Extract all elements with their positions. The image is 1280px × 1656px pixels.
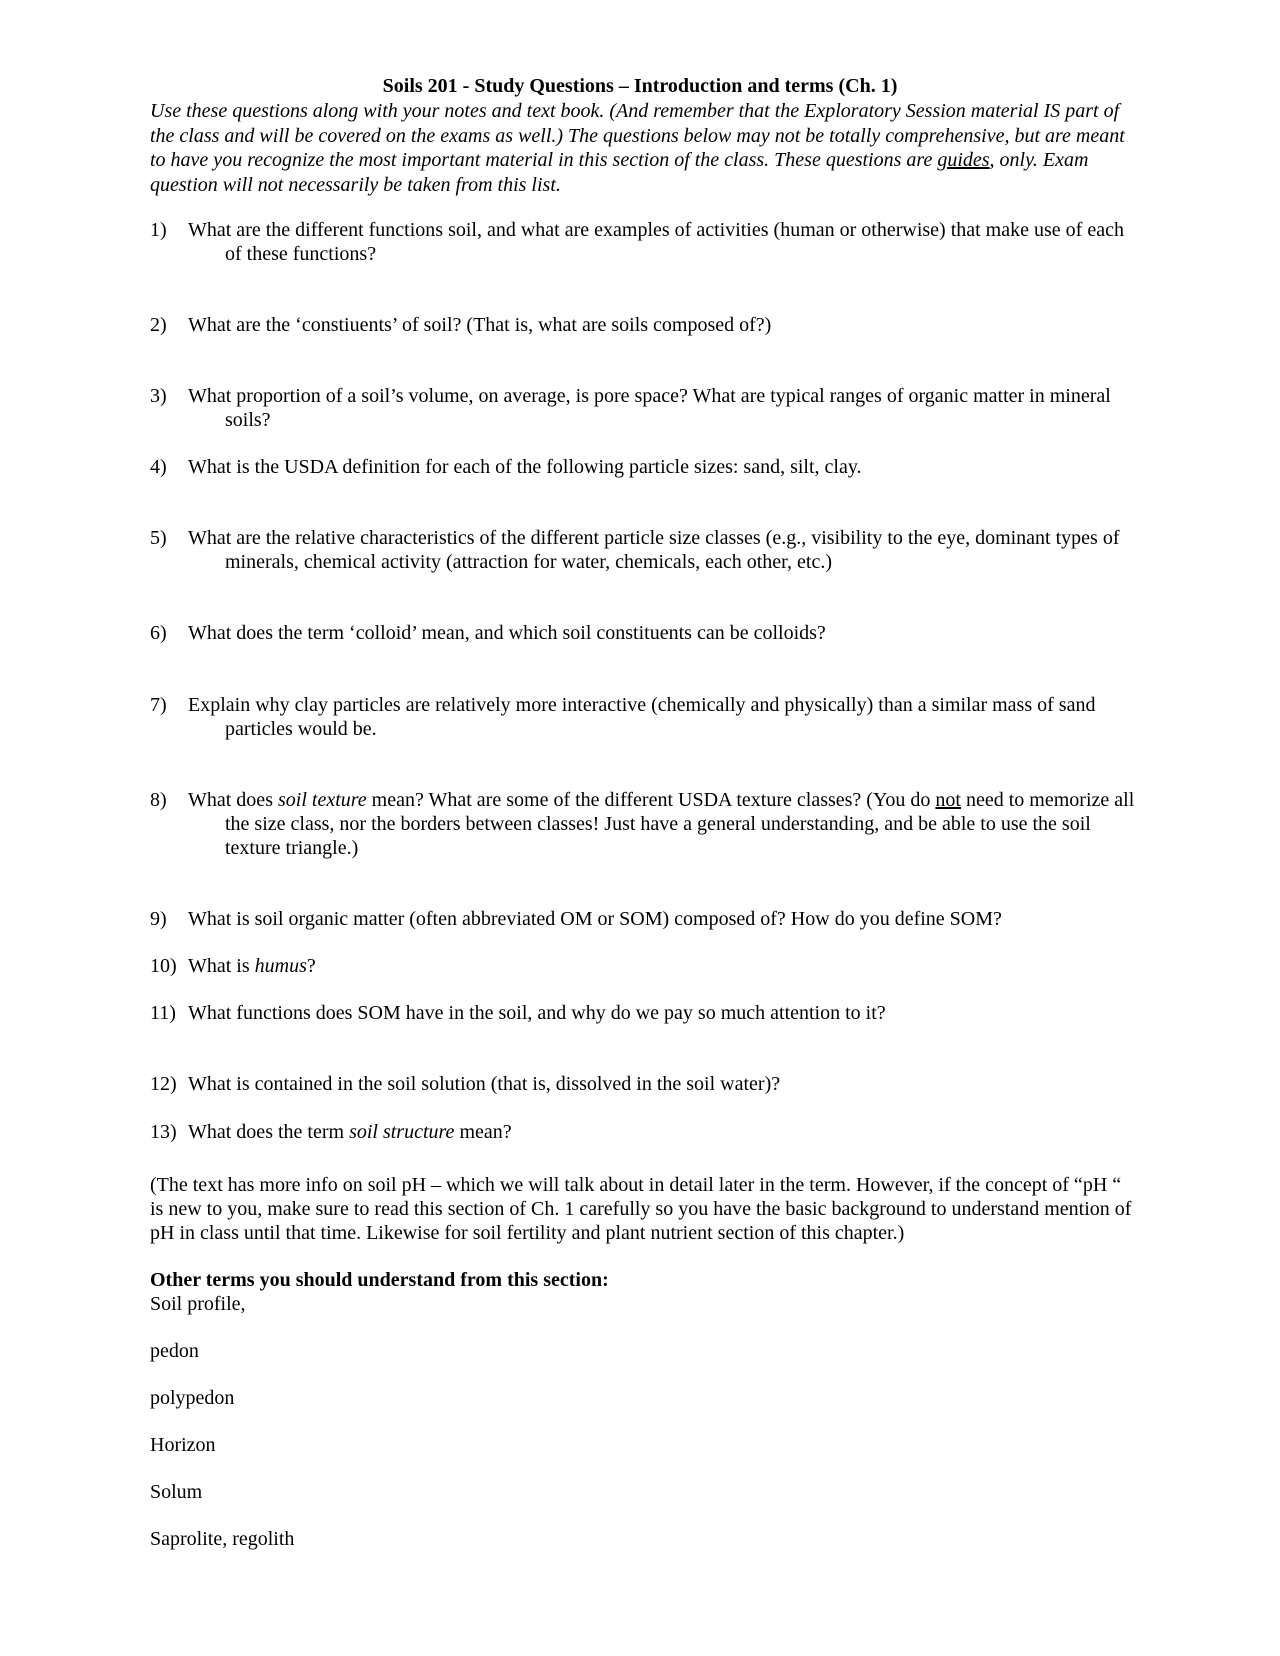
question-text: Explain why clay particles are relatively more interactive (chemically and physically) than a similar mass of sand [188, 694, 1096, 716]
question-text: What is soil organic matter (often abbreviated OM or SOM) composed of? How do you define SOM? [188, 908, 1002, 930]
question-text: What are the relative characteristics of the different particle size classes (e.g., visibility to the eye, dominant types of [188, 527, 1120, 549]
question-text-part: ? [306, 955, 316, 977]
question-text-continued: texture triangle.) [225, 837, 359, 859]
underlined-word-guides: guides [937, 149, 990, 171]
question-number: 9) [150, 908, 167, 930]
question-number: 7) [150, 694, 167, 716]
question-text-continued: soils? [225, 409, 271, 431]
question-number: 2) [150, 314, 167, 336]
question-text-continued: the size class, nor the borders between classes! Just have a general understanding, and be able to use the soil [225, 813, 1091, 835]
question-text: What functions does SOM have in the soil, and why do we pay so much attention to it? [188, 1002, 886, 1024]
term-humus: humus [254, 955, 307, 977]
question-number: 4) [150, 456, 167, 478]
question-number: 10) [150, 955, 177, 977]
question-text-continued: of these functions? [225, 243, 377, 265]
note-line: pH in class until that time. Likewise for soil fertility and plant nutrient section of this chapter.) [150, 1222, 905, 1244]
intro-line: the class and will be covered on the exams as well.) The questions below may not be totally comprehensive, but are meant [150, 124, 1125, 147]
note-line: (The text has more info on soil pH – which we will talk about in detail later in the term. However, if the concept of “pH “ [150, 1174, 1122, 1196]
terms-heading: Other terms you should understand from this section: [150, 1269, 609, 1291]
question-text-part: mean? [454, 1121, 512, 1143]
question-text: What proportion of a soil’s volume, on average, is pore space? What are typical ranges of organic matter in mineral [188, 385, 1111, 407]
question-text-part: need to memorize all [960, 789, 1135, 811]
term-item: Soil profile, [150, 1293, 246, 1315]
question-text [188, 788, 1134, 812]
term-item: Horizon [150, 1434, 216, 1456]
term-item: Saprolite, regolith [150, 1528, 295, 1550]
question-text: What are the different functions soil, and what are examples of activities (human or otherwise) that make use of each [188, 219, 1124, 241]
term-soil-texture: soil texture [277, 789, 367, 811]
question-text [188, 954, 316, 978]
question-text: What are the ‘constiuents’ of soil? (That is, what are soils composed of?) [188, 314, 772, 336]
question-text: What does the term ‘colloid’ mean, and which soil constituents can be colloids? [188, 622, 826, 644]
question-text-part: What is [188, 955, 255, 977]
question-number: 3) [150, 385, 167, 407]
question-text-continued: minerals, chemical activity (attraction for water, chemicals, each other, etc.) [225, 551, 832, 573]
page-title: Soils 201 - Study Questions – Introduction and terms (Ch. 1) [382, 75, 898, 97]
intro-text: , only. Exam [989, 149, 1089, 171]
question-text: What is the USDA definition for each of the following particle sizes: sand, silt, clay. [188, 456, 862, 478]
underlined-word-not: not [935, 789, 961, 811]
question-number: 12) [150, 1073, 177, 1095]
intro-line: Use these questions along with your notes and text book. (And remember that the Exploratory Session material IS part of [150, 100, 1120, 122]
question-text-part: What does the term [188, 1121, 350, 1143]
question-number: 13) [150, 1121, 177, 1143]
intro-text: to have you recognize the most important material in this section of the class. These questions are [150, 149, 938, 171]
term-item: pedon [150, 1340, 199, 1362]
question-text: What is contained in the soil solution (that is, dissolved in the soil water)? [188, 1073, 781, 1095]
question-text [188, 1120, 512, 1144]
question-text-continued: particles would be. [225, 718, 377, 740]
intro-line [150, 148, 1180, 173]
question-number: 6) [150, 622, 167, 644]
term-item: polypedon [150, 1387, 235, 1409]
question-text-part: mean? What are some of the different USDA texture classes? (You do [366, 789, 936, 811]
note-line: is new to you, make sure to read this section of Ch. 1 carefully so you have the basic background to understand mention of [150, 1198, 1132, 1220]
intro-line: question will not necessarily be taken from this list. [150, 173, 561, 196]
term-soil-structure: soil structure [349, 1121, 455, 1143]
question-number: 8) [150, 789, 167, 811]
question-number: 11) [150, 1002, 176, 1024]
question-number: 1) [150, 219, 167, 241]
ph-note-paragraph [150, 1173, 1131, 1245]
term-item: Solum [150, 1481, 203, 1503]
intro-paragraph [150, 99, 1180, 197]
question-number: 5) [150, 527, 167, 549]
question-text-part: What does [188, 789, 278, 811]
